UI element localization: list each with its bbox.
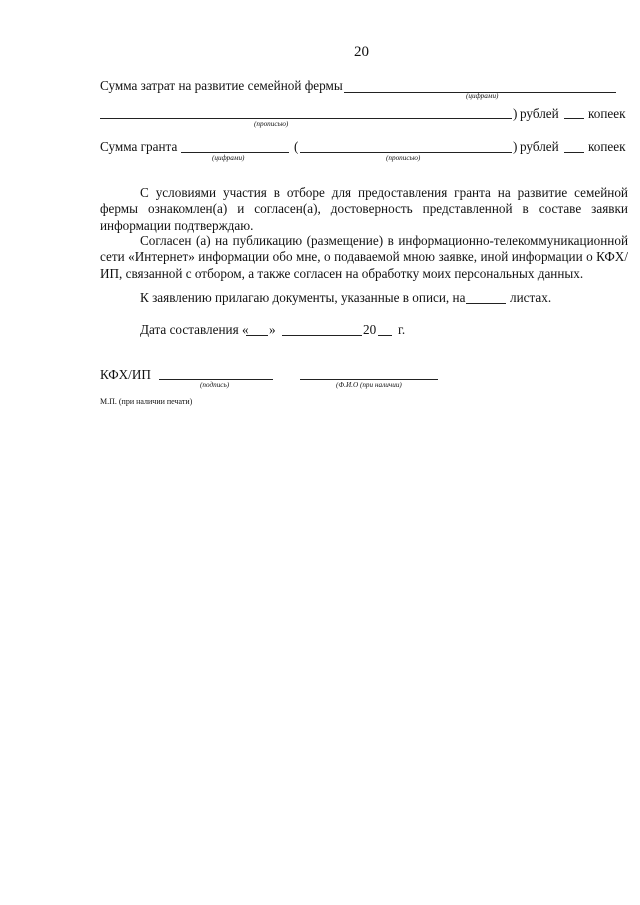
attachment-sheets-label: листах. xyxy=(510,290,552,305)
stamp-note: М.П. (при наличии печати) xyxy=(100,397,193,406)
cost-words-line[interactable] xyxy=(100,118,512,119)
cost-label: Сумма затрат на развитие семейной фермы xyxy=(100,78,343,93)
attachment-sheets-line[interactable] xyxy=(466,303,506,304)
cost-close-paren: ) xyxy=(513,106,518,121)
consent-paragraph-2-text: Согласен (а) на публикацию (размещение) в информационно-телекоммуникационной сети «Интернет» информации обо мне, о подаваемой мною заявке, иной информации о КФХ/ИП, связанной с отбором, а также согласен на обработку моих персональных данных. xyxy=(100,233,628,281)
attachment-text: К заявлению прилагаю документы, указанные в описи, на xyxy=(140,290,466,305)
grant-kopecks-label: копеек xyxy=(588,139,626,154)
grant-rubles-label: рублей xyxy=(520,139,559,154)
cost-digits-hint: (цифрами) xyxy=(466,92,499,100)
consent-paragraph-2 xyxy=(100,233,628,282)
date-year-line[interactable] xyxy=(378,335,392,336)
grant-digits-line[interactable] xyxy=(181,152,289,153)
date-year-suffix: г. xyxy=(398,322,406,337)
name-hint: (Ф.И.О (при наличии) xyxy=(336,381,402,389)
grant-kopecks-line[interactable] xyxy=(564,152,584,153)
grant-label: Сумма гранта xyxy=(100,139,178,154)
cost-words-hint: (прописью) xyxy=(254,120,289,128)
date-close-quote: » xyxy=(269,322,276,337)
date-month-line[interactable] xyxy=(282,335,362,336)
signature-label: КФХ/ИП xyxy=(100,367,151,382)
consent-paragraph-1-text: С условиями участия в отборе для предоставления гранта на развитие семейной фермы ознакомлен(а) и согласен(а), достоверность представленной в составе заявки информации подтверждаю. xyxy=(100,185,628,233)
date-label: Дата составления « xyxy=(140,322,249,337)
grant-digits-hint: (цифрами) xyxy=(212,154,245,162)
signature-hint: (подпись) xyxy=(200,381,230,389)
cost-kopecks-line[interactable] xyxy=(564,118,584,119)
date-year-prefix: 20 xyxy=(363,322,377,337)
grant-words-line[interactable] xyxy=(300,152,512,153)
grant-close-paren: ) xyxy=(513,139,518,154)
grant-words-hint: (прописью) xyxy=(386,154,421,162)
grant-open-paren: ( xyxy=(294,139,299,154)
date-day-line[interactable] xyxy=(246,335,268,336)
signature-line[interactable] xyxy=(159,379,273,380)
consent-paragraph-1 xyxy=(100,185,628,234)
cost-kopecks-label: копеек xyxy=(588,106,626,121)
cost-rubles-label: рублей xyxy=(520,106,559,121)
name-line[interactable] xyxy=(300,379,438,380)
page-number: 20 xyxy=(354,44,369,60)
